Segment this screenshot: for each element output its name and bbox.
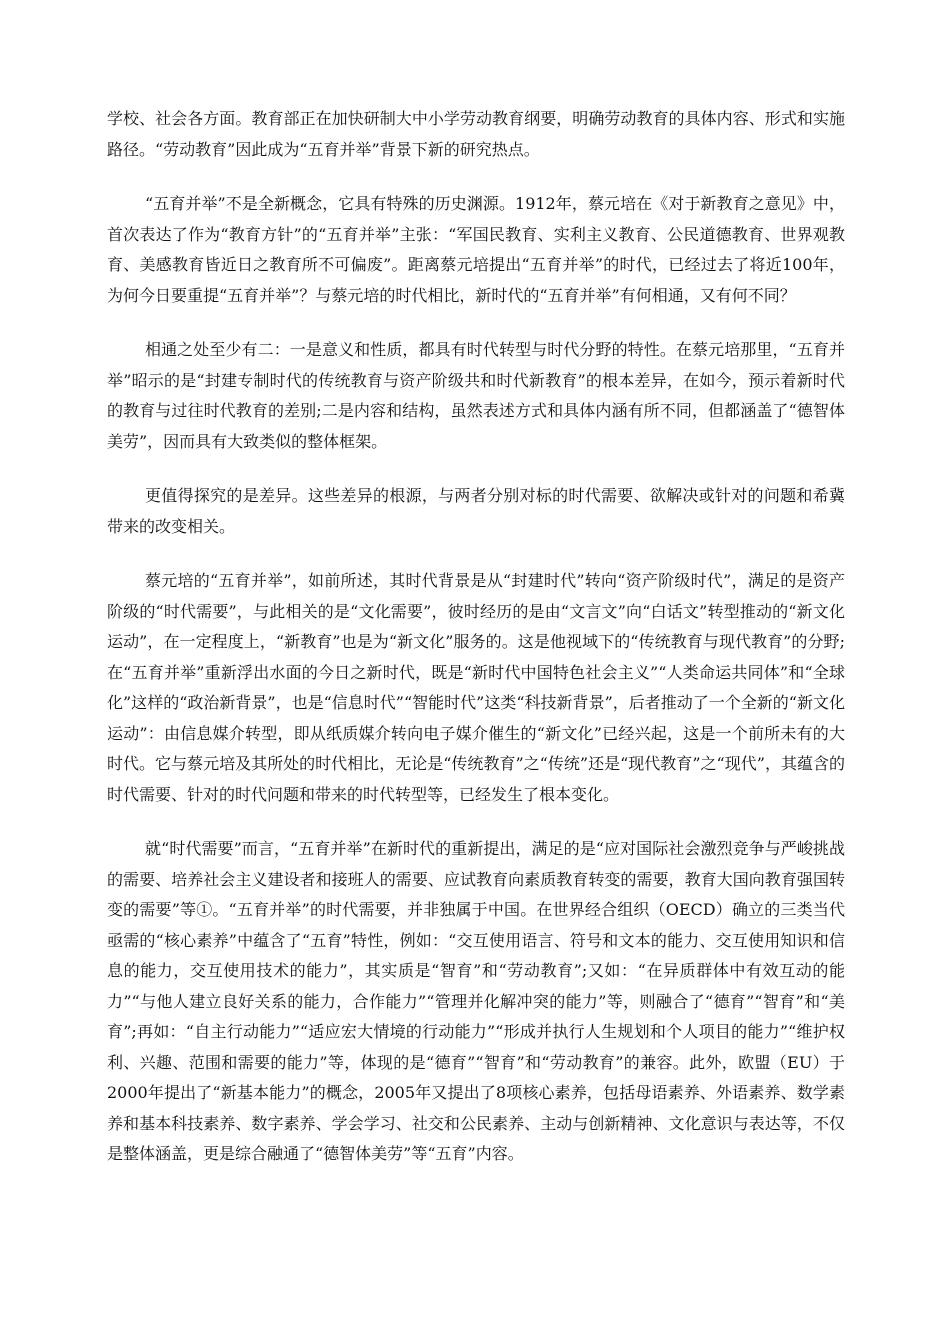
paragraph-era-needs: 就“时代需要”而言，“五育并举”在新时代的重新提出，满足的是“应对国际社会激烈竞争与严峻挑战的需要、培养社会主义建设者和接班人的需要、应试教育向素质教育转变的需要，教育大国向教育强国转变的需要”等①。“五育并举”的时代需要，并非独属于中国。在世界经合组织（OECD）确立的三类当代亟需的“核心素养”中蕴含了“五育”特性，例如：“交互使用语言、符号和文本的能力、交互使用知识和信息的能力，交互使用技术的能力”，其实质是“智育”和“劳动教育”;又如：“在异质群体中有效互动的能力”“与他人建立良好关系的能力，合作能力”“管理并化解冲突的能力”等，则融合了“德育”“智育”和“美育”;再如：“自主行动能力”“适应宏大情境的行动能力”“形成并执行人生规划和个人项目的能力”“维护权利、兴趣、范围和需要的能力”等，体现的是“德育”“智育”和“劳动教育”的兼容。此外，欧盟（EU）于2000年提出了“新基本能力”的概念，2005年又提出了8项核心素养，包括母语素养、外语素养、数学素养和基本科技素养、数字素养、学会学习、社交和公民素养、主动与创新精神、文化意识与表达等，不仅是整体涵盖，更是综合融通了“德智体美劳”等“五育”内容。 (107, 839, 845, 1163)
paragraph-continuation: 学校、社会各方面。教育部正在加快研制大中小学劳动教育纲要，明确劳动教育的具体内容、形式和实施路径。“劳动教育”因此成为“五育并举”背景下新的研究热点。 (107, 109, 845, 159)
paragraph-differences: 更值得探究的是差异。这些差异的根源，与两者分别对标的时代需要、欲解决或针对的问题和希冀带来的改变相关。 (107, 486, 845, 536)
paragraph-history: “五育并举”不是全新概念，它具有特殊的历史渊源。1912年，蔡元培在《对于新教育之意见》中，首次表达了作为“教育方针”的“五育并举”主张：“军国民教育、实利主义教育、公民道德教育、世界观教育、美感教育皆近日之教育所不可偏废”。距离蔡元培提出“五育并举”的时代，已经过去了将近100年，为何今日要重提“五育并举”？与蔡元培的时代相比，新时代的“五育并举”有何相通，又有何不同？ (107, 194, 845, 305)
article-body (107, 104, 845, 1194)
paragraph-cai-yuanpei: 蔡元培的“五育并举”，如前所述，其时代背景是从“封建时代”转向“资产阶级时代”，满足的是资产阶级的“时代需要”，与此相关的是“文化需要”，彼时经历的是由“文言文”向“白话文”转型推动的“新文化运动”，在一定程度上，“新教育”也是为“新文化”服务的。这是他视域下的“传统教育与现代教育”的分野;在“五育并举”重新浮出水面的今日之新时代，既是“新时代中国特色社会主义”“人类命运共同体”和“全球化”这样的“政治新背景”，也是“信息时代”“智能时代”这类“科技新背景”，后者推动了一个全新的“新文化运动”：由信息媒介转型，即从纸质媒介转向电子媒介催生的“新文化”已经兴起，这是一个前所未有的大时代。它与蔡元培及其所处的时代相比，无论是“传统教育”之“传统”还是“现代教育”之“现代”，其蕴含的时代需要、针对的时代问题和带来的时代转型等，已经发生了根本变化。 (107, 571, 845, 804)
paragraph-similarities: 相通之处至少有二：一是意义和性质，都具有时代转型与时代分野的特性。在蔡元培那里，“五育并举”昭示的是“封建专制时代的传统教育与资产阶级共和时代新教育”的根本差异，在如今，预示着新时代的教育与过往时代教育的差别;二是内容和结构，虽然表述方式和具体内涵有所不同，但都涵盖了“德智体美劳”，因而具有大致类似的整体框架。 (107, 340, 845, 451)
